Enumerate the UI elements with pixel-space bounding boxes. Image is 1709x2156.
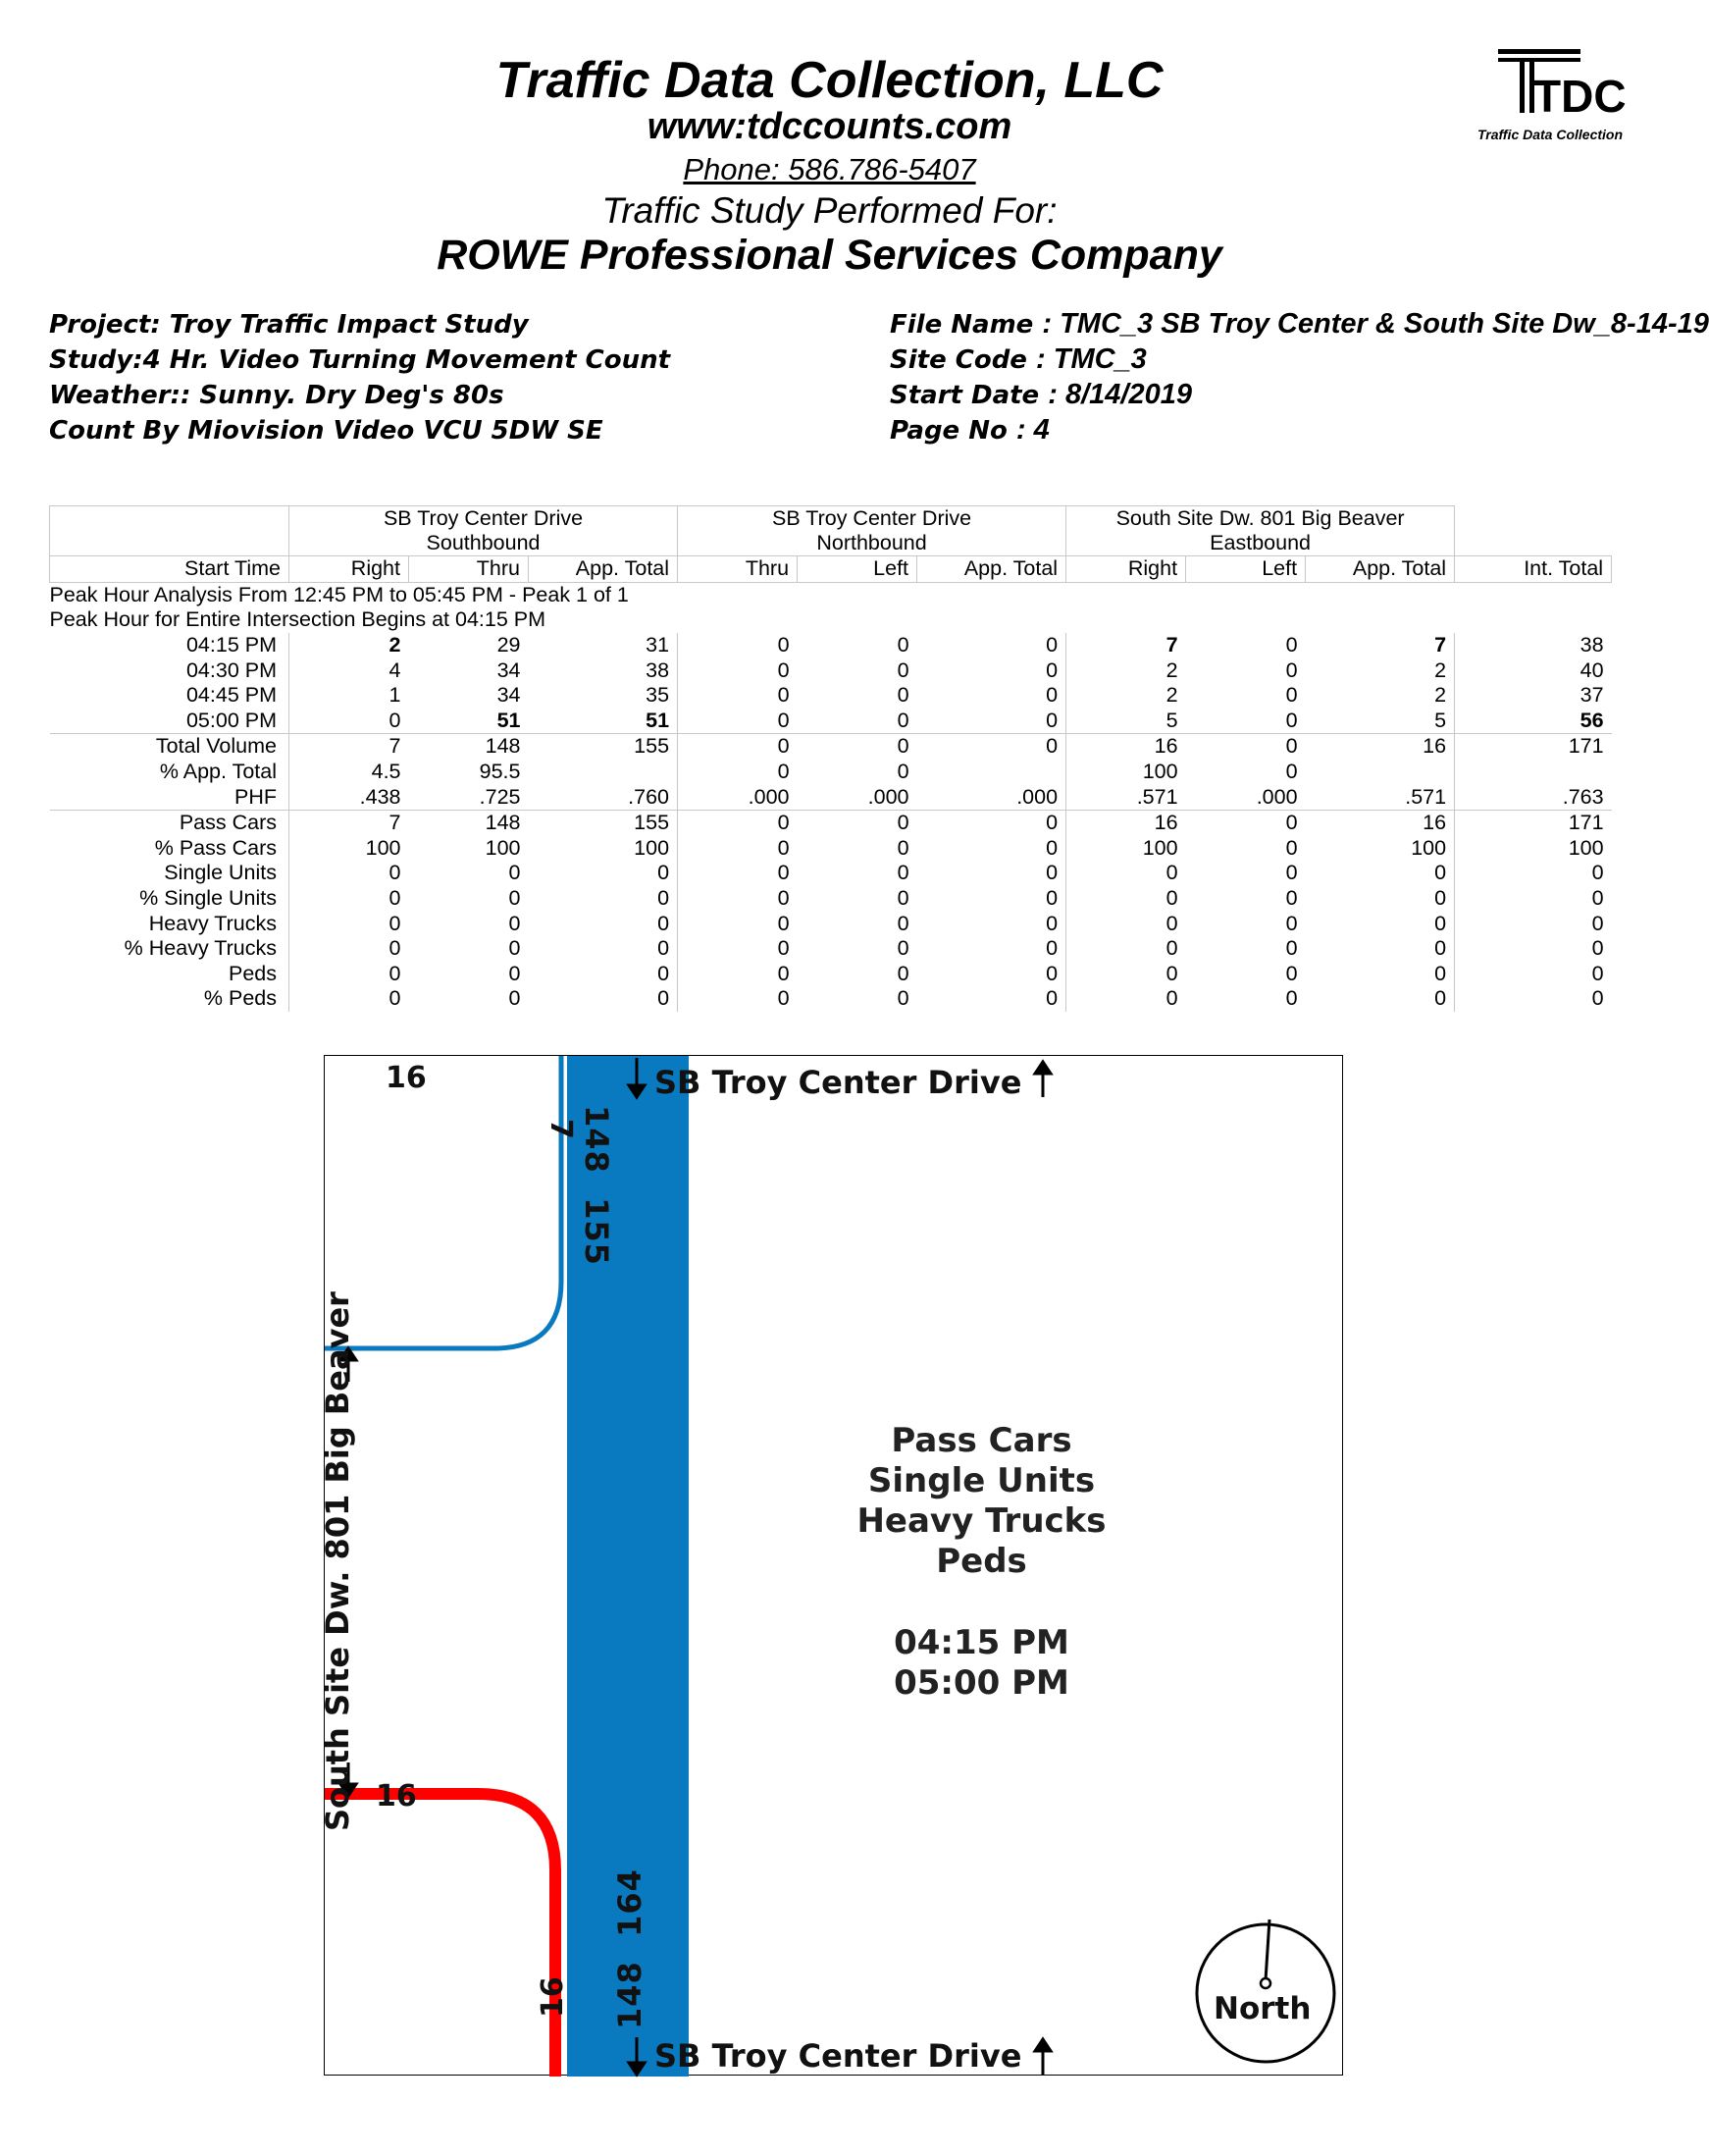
meta-count-by: Count By Miovision Video VCU 5DW SE (49, 416, 603, 446)
table-cell: 0 (678, 810, 798, 835)
vehicle-class-row (50, 936, 1612, 962)
approach-group-northbound: SB Troy Center Drive Northbound (678, 506, 1066, 556)
table-cell: 100 (1411, 835, 1447, 860)
corner-cell (50, 506, 289, 556)
table-cell: 16 (1066, 734, 1186, 760)
analysis-note-row (50, 607, 1612, 633)
table-cell: 0 (508, 961, 521, 985)
tdc-logo (1476, 43, 1627, 151)
table-cell: 51 (646, 708, 670, 732)
table-cell: 155 (529, 810, 678, 835)
table-cell: 0 (1066, 936, 1186, 962)
arrow-bottom-up (1035, 2039, 1051, 2075)
table-cell: 51 (496, 708, 521, 732)
table-cell: 0 (1046, 683, 1059, 708)
table-cell: .760 (628, 784, 670, 809)
table-cell: .000 (867, 784, 909, 809)
phf-row (50, 784, 1612, 810)
table-cell: 0 (657, 911, 670, 935)
table-cell: 171 (1455, 810, 1612, 835)
eastbound-right-turn-path (325, 1794, 555, 2077)
interval-row (50, 683, 1612, 709)
table-cell: 0 (657, 961, 670, 985)
table-cell: 155 (529, 734, 678, 760)
table-cell: 0 (1285, 708, 1298, 732)
table-cell: 0 (1066, 986, 1186, 1012)
row-label: Heavy Trucks (148, 911, 277, 935)
page-no-label: Page No (890, 416, 1008, 446)
table-cell: 0 (678, 709, 798, 734)
table-cell: 0 (678, 683, 798, 709)
column-header: Int. Total (1455, 556, 1612, 583)
table-cell: 0 (678, 836, 798, 862)
table-cell: 35 (646, 683, 670, 708)
table-cell: .438 (289, 784, 409, 810)
table-cell: 34 (496, 683, 521, 708)
table-cell: 0 (678, 734, 798, 760)
class-peds: Peds (936, 1542, 1027, 1581)
row-label: 05:00 PM (185, 708, 277, 732)
table-cell: 16 (1066, 810, 1186, 835)
table-cell: 171 (1455, 734, 1612, 760)
table-cell: 0 (1285, 861, 1298, 885)
meta-page-no (890, 414, 1050, 447)
sb-total-volume: 155 (578, 1197, 615, 1266)
column-header: Start Time (50, 556, 289, 583)
table-cell: 0 (1455, 962, 1612, 987)
eb-total-volume: 16 (376, 1779, 417, 1814)
vehicle-class-row (50, 911, 1612, 936)
table-cell: 7 (289, 810, 409, 835)
table-cell: 0 (1455, 986, 1612, 1012)
column-header: Right (289, 556, 409, 583)
table-cell: 7 (1066, 633, 1186, 658)
page-no-value: : 4 (1015, 414, 1050, 446)
table-cell (917, 760, 1066, 785)
table-cell: 0 (1434, 936, 1447, 961)
row-label: 04:15 PM (185, 633, 277, 657)
intersection-diagram (319, 1055, 1343, 2076)
table-cell: 0 (1046, 886, 1059, 911)
table-cell: 16 (1306, 810, 1455, 835)
vehicle-class-list (472, 1421, 1491, 1582)
table-cell: 2 (289, 633, 409, 658)
table-cell: 0 (897, 657, 909, 682)
column-header: Right (1066, 556, 1186, 583)
int-total-blank (1455, 506, 1612, 556)
table-cell: 2 (1434, 683, 1447, 708)
table-cell: 0 (1046, 961, 1059, 985)
site-code-label: Site Code (890, 345, 1027, 375)
table-cell: 0 (1455, 886, 1612, 912)
site-code-value: : TMC_3 (1036, 343, 1147, 375)
table-cell: 0 (897, 961, 909, 985)
meta-start-date (890, 379, 1192, 411)
table-cell: 0 (1434, 986, 1447, 1011)
total-volume-row (50, 734, 1612, 760)
meta-project: Project: Troy Traffic Impact Study (49, 310, 529, 340)
bottom-street-name: SB Troy Center Drive (654, 2037, 1022, 2075)
row-label: Pass Cars (50, 810, 289, 835)
table-cell: 100 (1066, 836, 1186, 862)
table-cell: 0 (657, 986, 670, 1011)
peak-hour-analysis: Peak Hour Analysis From 12:45 PM to 05:45 PM - Peak 1 of 1 (49, 582, 629, 606)
table-cell: 7 (289, 734, 409, 760)
column-header: Left (798, 556, 917, 583)
table-cell: 0 (1285, 760, 1298, 784)
table-cell: 0 (1285, 633, 1298, 657)
table-cell: .000 (1016, 784, 1059, 809)
company-phone: Phone: 586.786-5407 (683, 152, 976, 186)
table-cell: 0 (508, 911, 521, 935)
table-cell: 0 (1066, 861, 1186, 886)
row-label: 04:45 PM (185, 683, 277, 708)
meta-site-code (890, 343, 1147, 376)
south-out-volumes (611, 1868, 648, 2029)
row-label: Single Units (164, 861, 277, 885)
table-cell: 100 (1455, 836, 1612, 862)
table-cell: .763 (1455, 784, 1612, 810)
table-cell: .000 (678, 784, 798, 810)
approach-group-eastbound: South Site Dw. 801 Big Beaver Eastbound (1066, 506, 1455, 556)
logo-caption: Traffic Data Collection (1476, 127, 1624, 142)
table-cell: 0 (798, 734, 917, 760)
table-cell: 5 (1434, 708, 1447, 732)
table-cell: 0 (897, 911, 909, 935)
table-cell: 0 (508, 861, 521, 885)
vehicle-class-row (50, 886, 1612, 912)
vehicle-class-row (50, 861, 1612, 886)
row-label: % App. Total (159, 760, 277, 784)
tdc-logo-mark (1476, 43, 1627, 151)
period-start: 04:15 PM (894, 1623, 1069, 1662)
row-label: PHF (234, 784, 277, 809)
table-cell: 0 (678, 936, 798, 962)
table-cell: 0 (1285, 886, 1298, 911)
table-cell: 0 (1046, 936, 1059, 961)
phone-line (0, 152, 1659, 187)
vehicle-class-row (50, 810, 1612, 835)
interval-row (50, 709, 1612, 734)
table-cell: 0 (1434, 861, 1447, 885)
class-pass-cars: Pass Cars (891, 1421, 1072, 1460)
table-cell: 0 (289, 886, 409, 912)
table-cell: 5 (1066, 709, 1186, 734)
table-cell: 0 (1285, 835, 1298, 860)
vehicle-class-row (50, 836, 1612, 862)
table-cell: 0 (678, 886, 798, 912)
row-label: % Peds (203, 986, 277, 1011)
logo-letters: TDC (1533, 71, 1627, 122)
table-cell: 0 (657, 936, 670, 961)
table-cell: 0 (1285, 961, 1298, 985)
row-label: % Heavy Trucks (124, 936, 277, 961)
table-cell: 0 (917, 734, 1066, 760)
table-cell: 0 (1046, 986, 1059, 1011)
south-total-volume: 164 (611, 1868, 648, 1937)
table-cell: 0 (897, 936, 909, 961)
table-cell: 148 (409, 734, 529, 760)
pct-app-total-row (50, 760, 1612, 785)
table-cell: 0 (1186, 734, 1306, 760)
sb-right-volume: 7 (544, 1119, 578, 1139)
table-cell: 0 (1285, 657, 1298, 682)
table-cell: 31 (646, 633, 670, 657)
table-cell: 0 (1434, 961, 1447, 985)
table-cell: 0 (1046, 633, 1059, 657)
table-cell: 0 (897, 886, 909, 911)
eb-right-volume: 16 (536, 1976, 570, 2018)
table-cell: 0 (678, 633, 798, 658)
column-header: App. Total (529, 556, 678, 583)
table-cell: 0 (678, 657, 798, 683)
table-cell: 0 (289, 709, 409, 734)
table-cell: 34 (496, 657, 521, 682)
table-cell: 0 (289, 936, 409, 962)
table-cell: 0 (1455, 861, 1612, 886)
table-cell: 0 (289, 986, 409, 1012)
north-label: North (1214, 1991, 1312, 2026)
row-label: % Pass Cars (154, 835, 277, 860)
table-cell: 0 (289, 962, 409, 987)
table-cell: 0 (1066, 911, 1186, 936)
performed-for: Traffic Study Performed For: (601, 190, 1058, 231)
column-header: Thru (678, 556, 798, 583)
table-cell: 0 (289, 911, 409, 936)
table-cell: .571 (1405, 784, 1447, 809)
table-cell: 0 (1455, 936, 1612, 962)
table-cell: 0 (897, 633, 909, 657)
file-name-value: : TMC_3 SB Troy Center & South Site Dw_8-14-19 (1042, 308, 1709, 340)
table-cell: 0 (508, 886, 521, 911)
table-cell: 0 (1046, 657, 1059, 682)
approach-group-southbound: SB Troy Center Drive Southbound (289, 506, 678, 556)
column-header-row (50, 556, 1612, 583)
table-cell: 0 (1455, 911, 1612, 936)
class-heavy-trucks: Heavy Trucks (856, 1501, 1107, 1541)
table-cell: 0 (678, 962, 798, 987)
analysis-note-row (50, 582, 1612, 607)
meta-weather: Weather:: Sunny. Dry Deg's 80s (49, 381, 504, 410)
peak-period (472, 1623, 1491, 1704)
table-cell: 0 (508, 936, 521, 961)
meta-file-name (890, 308, 1709, 341)
column-header: App. Total (1306, 556, 1455, 583)
table-cell: 38 (1455, 633, 1612, 658)
interval-row (50, 657, 1612, 683)
table-cell: 95.5 (479, 760, 521, 784)
table-cell: 0 (508, 986, 521, 1011)
west-street-name: South Site Dw. 801 Big Beaver (319, 1291, 356, 1831)
interval-row (50, 633, 1612, 658)
table-cell: 0 (1285, 911, 1298, 935)
table-cell: 0 (1285, 936, 1298, 961)
table-cell: 0 (1066, 962, 1186, 987)
table-cell: 16 (1306, 734, 1455, 760)
column-header: Thru (409, 556, 529, 583)
arrow-top-up (1035, 1062, 1051, 1097)
table-cell: 0 (897, 986, 909, 1011)
column-header: Left (1186, 556, 1306, 583)
table-cell: 0 (897, 708, 909, 732)
start-date-value: : 8/14/2019 (1048, 379, 1192, 410)
table-cell: 0 (917, 810, 1066, 835)
table-cell: 0 (678, 986, 798, 1012)
table-cell (1306, 760, 1455, 785)
class-single-units: Single Units (867, 1461, 1096, 1500)
table-cell: 4.5 (289, 760, 409, 785)
row-label: % Single Units (139, 886, 277, 911)
table-cell: 38 (646, 657, 670, 682)
table-cell: 0 (657, 886, 670, 911)
table-cell: 40 (1455, 657, 1612, 683)
turning-movement-table (49, 505, 1612, 1012)
table-cell: 0 (1046, 835, 1059, 860)
table-cell: 2 (1434, 657, 1447, 682)
vehicle-class-row (50, 986, 1612, 1012)
table-cell: 0 (1434, 911, 1447, 935)
table-cell: 0 (678, 760, 798, 785)
south-thru-volume: 148 (611, 1961, 648, 2029)
table-cell: 100 (289, 836, 409, 862)
peak-hour-begins: Peak Hour for Entire Intersection Begins at 04:15 PM (49, 607, 546, 632)
table-cell: 0 (1046, 911, 1059, 935)
table-cell: .000 (1256, 784, 1298, 809)
table-cell: 56 (1455, 709, 1612, 734)
table-cell: 0 (1046, 708, 1059, 732)
approach-group-row (50, 506, 1612, 556)
table-cell: 0 (897, 683, 909, 708)
table-cell: 0 (897, 835, 909, 860)
row-label: 04:30 PM (185, 657, 277, 682)
period-end: 05:00 PM (894, 1663, 1069, 1703)
table-cell: 37 (1455, 683, 1612, 709)
table-cell: 29 (496, 633, 521, 657)
file-name-label: File Name (890, 310, 1034, 340)
table-cell: 0 (897, 861, 909, 885)
vehicle-class-row (50, 962, 1612, 987)
meta-study: Study:4 Hr. Video Turning Movement Count (49, 345, 671, 375)
table-cell: 100 (634, 835, 670, 860)
company-name: Traffic Data Collection, LLC (495, 52, 1164, 109)
table-cell: 0 (289, 861, 409, 886)
table-cell: 0 (678, 861, 798, 886)
row-label: Peds (228, 961, 277, 985)
table-cell: 0 (1285, 986, 1298, 1011)
table-cell: 2 (1066, 683, 1186, 709)
table-cell: 1 (289, 683, 409, 709)
table-cell: 0 (1285, 683, 1298, 708)
table-cell: 0 (1066, 886, 1186, 912)
table-cell: 0 (798, 810, 917, 835)
table-cell: 0 (1186, 810, 1306, 835)
row-label: Total Volume (50, 734, 289, 760)
company-website: www:tdccounts.com (647, 106, 1012, 147)
table-cell: 100 (485, 835, 521, 860)
top-street-name: SB Troy Center Drive (654, 1064, 1022, 1101)
table-cell: 0 (657, 861, 670, 885)
table-cell: 4 (289, 657, 409, 683)
table-cell: 148 (409, 810, 529, 835)
sb-in-volumes (578, 1105, 615, 1266)
table-cell: 0 (897, 760, 909, 784)
table-cell (1455, 760, 1612, 785)
client-name: ROWE Professional Services Company (437, 232, 1222, 279)
table-cell: 2 (1066, 657, 1186, 683)
nw-outbound-volume: 16 (386, 1061, 427, 1095)
table-cell: 0 (678, 911, 798, 936)
column-header: App. Total (917, 556, 1066, 583)
table-cell: 0 (1434, 886, 1447, 911)
start-date-label: Start Date (890, 381, 1040, 410)
table-cell: .571 (1066, 784, 1186, 810)
table-cell: 7 (1434, 633, 1447, 657)
table-cell: .725 (479, 784, 521, 809)
southbound-right-turn-path (325, 1056, 561, 1348)
table-cell: 100 (1066, 760, 1186, 785)
table-cell: 0 (1046, 861, 1059, 885)
sb-thru-volume: 148 (578, 1105, 615, 1174)
table-cell (529, 760, 678, 785)
